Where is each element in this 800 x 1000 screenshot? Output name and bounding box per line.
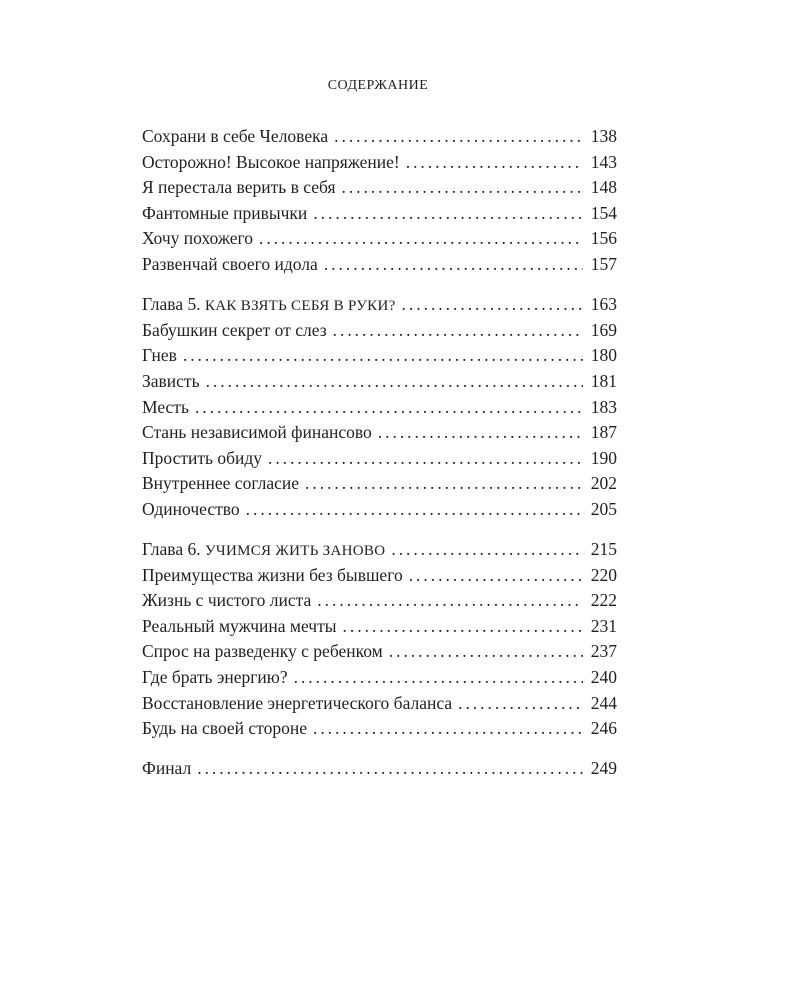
toc-entry[interactable] [142,420,617,446]
dot-leader [402,292,583,318]
dot-leader [197,756,583,782]
toc-entry-title: Где брать энергию? [142,667,288,688]
toc-entry[interactable] [142,150,617,176]
toc-entry-page: 156 [590,228,617,249]
chapter-prefix: Глава 5. [142,294,201,315]
dot-leader [378,420,583,446]
toc-entry-title: Фантомные привычки [142,202,308,223]
toc-entry-title: Я перестала верить в себя [142,177,336,198]
toc-entry-title: Жизнь с чистого листа [142,590,312,611]
toc-entry-title: Бабушкин секрет от слез [142,319,327,340]
toc-entry[interactable] [142,369,617,395]
toc-entry[interactable] [142,588,617,614]
toc-entry-page: 190 [590,447,617,468]
toc-entry-page: 246 [590,718,617,739]
toc-entry-page: 148 [590,177,617,198]
dot-leader [389,639,583,665]
dot-leader [391,537,582,563]
toc-entry-title: Месть [142,396,189,417]
toc-entry[interactable] [142,563,617,589]
dot-leader [409,563,583,589]
toc-entry-page: 157 [590,253,617,274]
dot-leader [259,226,583,252]
toc-entry[interactable] [142,691,617,717]
dot-leader [268,446,583,472]
toc-chapter-title [142,292,402,320]
toc-entry-title: Стань независимой финансово [142,422,372,443]
dot-leader [246,497,583,523]
toc-entry-title: Спрос на разведенку с ребенком [142,641,383,662]
dot-leader [313,201,582,227]
toc-entry[interactable] [142,665,617,691]
toc-entry-page: 220 [590,564,617,585]
toc-entry-page: 180 [590,345,617,366]
toc-entry-page: 237 [590,641,617,662]
dot-leader [406,150,583,176]
toc-entry[interactable] [142,343,617,369]
toc-entry[interactable] [142,639,617,665]
toc-entry[interactable] [142,446,617,472]
toc-entry-title: Развенчай своего идола [142,253,318,274]
dot-leader [334,124,583,150]
table-of-contents [142,124,617,782]
toc-entry[interactable] [142,252,617,278]
toc-entry[interactable] [142,395,617,421]
toc-entry[interactable] [142,497,617,523]
toc-entry-title: Одиночество [142,498,240,519]
dot-leader [317,588,582,614]
toc-entry-page: 181 [590,370,617,391]
page-title: СОДЕРЖАНИЕ [327,78,429,93]
toc-entry-title: Преимущества жизни без бывшего [142,564,403,585]
dot-leader [343,614,583,640]
toc-entry[interactable] [142,716,617,742]
toc-entry-page: 240 [590,667,617,688]
toc-entry[interactable] [142,175,617,201]
chapter-name: КАК ВЗЯТЬ СЕБЯ В РУКИ? [204,298,396,315]
toc-entry[interactable] [142,614,617,640]
toc-entry-page: 138 [590,126,617,146]
toc-chapter-6[interactable] [142,537,617,563]
toc-entry-page: 249 [590,758,617,779]
toc-entry-title: Гнев [142,345,177,366]
toc-entry-title: Финал [142,758,192,779]
dot-leader [305,471,583,497]
toc-chapter-page: 163 [590,294,617,315]
toc-entry-title: Внутреннее согласие [142,473,300,494]
toc-entry-title: Будь на своей стороне [142,718,307,739]
toc-entry-page: 143 [590,151,617,172]
dot-leader [313,716,583,742]
chapter-name: УЧИМСЯ ЖИТЬ ЗАНОВО [204,543,386,560]
toc-entry-page: 231 [590,615,617,636]
dot-leader [183,343,583,369]
toc-entry[interactable] [142,226,617,252]
toc-entry[interactable] [142,201,617,227]
toc-entry-title: Восстановление энергетического баланса [142,692,453,713]
dot-leader [206,369,583,395]
dot-leader [342,175,583,201]
dot-leader [195,395,583,421]
dot-leader [333,318,583,344]
toc-entry-page: 154 [590,202,617,223]
dot-leader [458,691,583,717]
toc-chapter-page: 215 [590,539,617,560]
toc-entry-title: Реальный мужчина мечты [142,615,337,636]
toc-entry-page: 244 [590,692,617,713]
toc-entry[interactable] [142,471,617,497]
toc-entry-title: Простить обиду [142,447,263,468]
toc-entry-page: 205 [590,498,617,519]
toc-chapter-5[interactable] [142,292,617,318]
toc-entry[interactable] [142,124,617,150]
dot-leader [324,252,583,278]
toc-entry-page: 187 [590,422,617,443]
toc-chapter-title [142,537,391,565]
toc-entry-page: 222 [590,590,617,611]
toc-entry-title: Хочу похожего [142,228,253,249]
toc-entry-page: 169 [590,319,617,340]
toc-entry-title: Зависть [142,370,200,391]
dot-leader [294,665,583,691]
toc-entry-title: Сохрани в себе Человека [142,126,329,146]
chapter-prefix: Глава 6. [142,539,201,560]
toc-entry[interactable] [142,318,617,344]
toc-entry-title: Осторожно! Высокое напряжение! [142,151,400,172]
toc-entry-page: 202 [590,473,617,494]
toc-entry-final[interactable] [142,756,617,782]
toc-entry-page: 183 [590,396,617,417]
